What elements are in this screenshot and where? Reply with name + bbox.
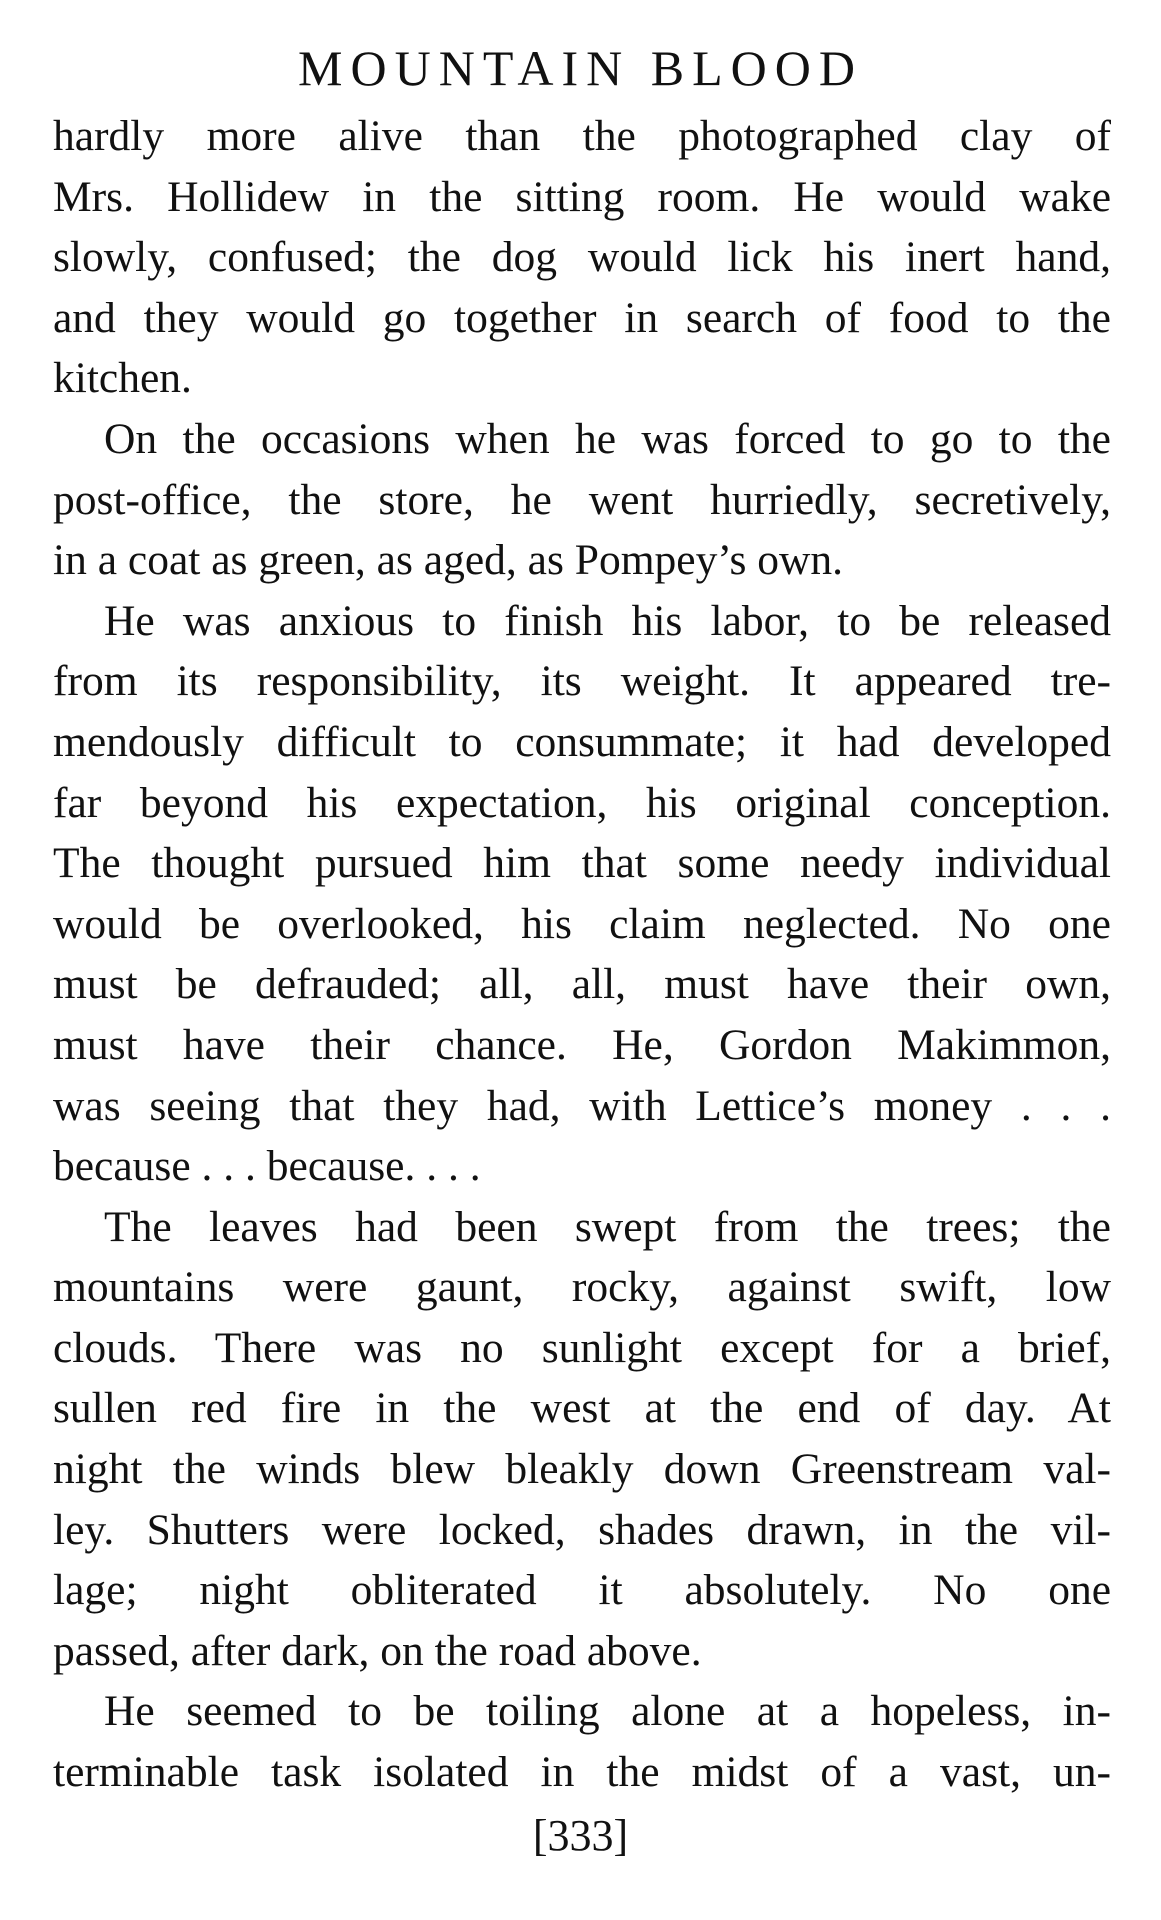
text-line: kitchen. [53, 354, 192, 403]
text-line: He was anxious to finish his labor, to be released [104, 596, 1111, 645]
text-line: in a coat as green, as aged, as Pompey’s own. [53, 536, 844, 585]
text-line: mendously difficult to consummate; it had developed [53, 717, 1111, 766]
text-line: On the occasions when he was forced to go to the [104, 414, 1111, 463]
paragraph-4 [53, 1197, 1111, 1682]
paragraph-3 [53, 591, 1111, 1197]
text-line: and they would go together in search of food to the [53, 293, 1111, 342]
paragraph-1 [53, 106, 1111, 409]
running-head: MOUNTAIN BLOOD [298, 40, 863, 96]
text-line: passed, after dark, on the road above. [53, 1626, 702, 1675]
page-number: [333] [532, 1811, 629, 1860]
text-line: post-office, the store, he went hurriedly, secretively, [53, 475, 1111, 524]
text-line: far beyond his expectation, his original conception. [53, 778, 1111, 827]
text-line: from its responsibility, its weight. It appeared tre- [53, 657, 1111, 706]
body-text [53, 106, 1111, 1803]
text-line: must be defrauded; all, all, must have their own, [53, 960, 1111, 1009]
paragraph-2 [53, 409, 1111, 591]
text-line: ley. Shutters were locked, shades drawn, in the vil- [53, 1505, 1111, 1554]
text-line: clouds. There was no sunlight except for a brief, [53, 1323, 1111, 1372]
text-line: The leaves had been swept from the trees; the [104, 1202, 1111, 1251]
text-line: because . . . because. . . . [53, 1142, 481, 1191]
paragraph-5 [53, 1681, 1111, 1802]
text-line: He seemed to be toiling alone at a hopeless, in- [104, 1687, 1111, 1736]
text-line: slowly, confused; the dog would lick his inert hand, [53, 233, 1111, 282]
text-line: hardly more alive than the photographed clay of [53, 112, 1111, 160]
text-line: mountains were gaunt, rocky, against swift, low [53, 1263, 1111, 1312]
text-line: terminable task isolated in the midst of a vast, un- [53, 1748, 1111, 1797]
text-line: would be overlooked, his claim neglected. No one [53, 899, 1111, 948]
text-line: Mrs. Hollidew in the sitting room. He would wake [53, 172, 1111, 221]
text-line: must have their chance. He, Gordon Makimmon, [53, 1020, 1111, 1069]
text-line: lage; night obliterated it absolutely. No one [53, 1566, 1111, 1615]
text-line: was seeing that they had, with Lettice’s money . . . [53, 1081, 1111, 1130]
text-line: The thought pursued him that some needy individual [53, 839, 1111, 888]
text-line: night the winds blew bleakly down Greenstream val- [53, 1445, 1111, 1494]
text-line: sullen red fire in the west at the end of day. At [53, 1384, 1111, 1433]
